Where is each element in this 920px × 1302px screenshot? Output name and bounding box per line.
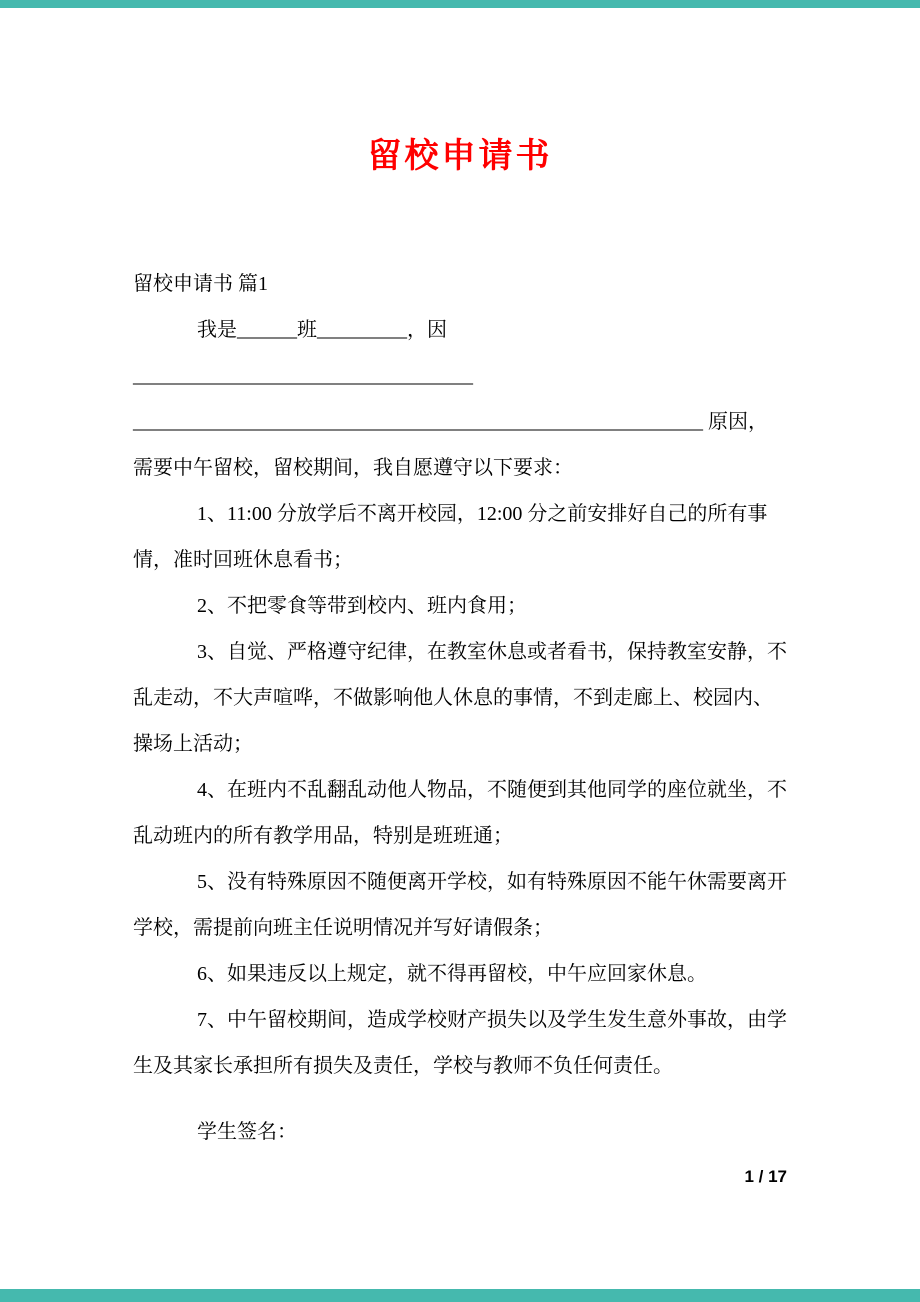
top-border-bar bbox=[0, 0, 920, 8]
rule-item-1: 1、11:00 分放学后不离开校园，12:00 分之前安排好自己的所有事情，准时回班休息看书； bbox=[133, 503, 768, 571]
page-title: 留校申请书 bbox=[367, 138, 553, 175]
rule-item-7: 7、中午留校期间，造成学校财产损失以及学生发生意外事故，由学生及其家长承担所有损失及责任，学校与教师不负任何责任。 bbox=[133, 1009, 787, 1077]
blank-underscore-line-reason: _________________________________________________________ 原因， bbox=[133, 411, 768, 433]
blank-underscore-line: __________________________________ bbox=[133, 365, 473, 387]
rule-item-4: 4、在班内不乱翻乱动他人物品，不随便到其他同学的座位就坐，不乱动班内的所有教学用品，特别是班班通； bbox=[133, 779, 787, 847]
document-body bbox=[133, 261, 787, 1155]
paragraph-intro-continued: 需要中午留校，留校期间，我自愿遵守以下要求： bbox=[133, 457, 573, 479]
page-number: 1 / 17 bbox=[744, 1167, 787, 1186]
section-heading: 留校申请书 篇1 bbox=[133, 273, 268, 295]
rule-item-5: 5、没有特殊原因不随便离开学校，如有特殊原因不能午休需要离开学校，需提前向班主任说明情况并写好请假条； bbox=[133, 871, 787, 939]
student-signature-label: 学生签名： bbox=[197, 1121, 297, 1143]
paragraph-intro: 我是______班_________，因 bbox=[197, 319, 447, 341]
rule-item-2: 2、不把零食等带到校内、班内食用； bbox=[197, 595, 527, 617]
rule-item-6: 6、如果违反以上规定，就不得再留校，中午应回家休息。 bbox=[197, 963, 707, 985]
rule-item-3: 3、自觉、严格遵守纪律，在教室休息或者看书，保持教室安静，不乱走动，不大声喧哗，不做影响他人休息的事情，不到走廊上、校园内、操场上活动； bbox=[133, 641, 787, 755]
bottom-border-bar bbox=[0, 1289, 920, 1302]
